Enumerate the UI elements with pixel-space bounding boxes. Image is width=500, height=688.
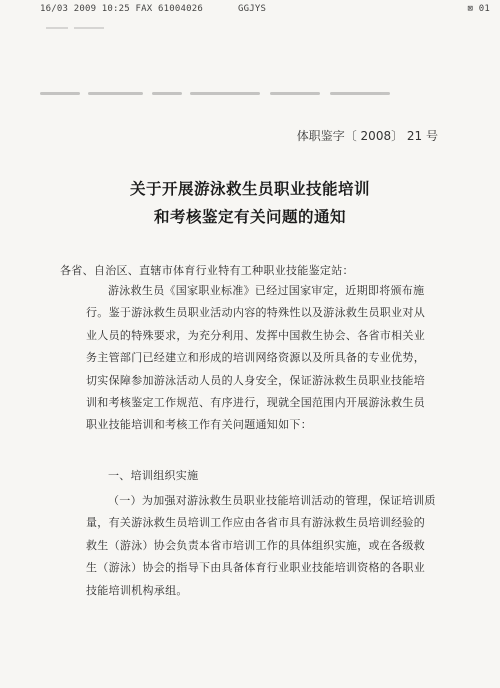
section-heading-1: 一、培训组织实施 — [108, 469, 199, 482]
body-paragraph-1: 游泳救生员《国家职业标准》已经过国家审定，近期即将颁布施行。鉴于游泳救生员职业活动内容的特殊性以及游泳救生员职业对从业人员的特殊要求，为充分利用、发挥中国救生协会、各省市相关业务主管部门已经建立和形成的培训网络资源以及所具备的专业优势，切实保障参加游泳活动人员的人身安全，保证游泳救生员职业技能培训和考核鉴定工作规范、有序进行，现就全国范围内开展游泳救生员职业技能培训和考核工作有关问题通知如下： — [86, 284, 425, 432]
salutation: 各省、自治区、直辖市体育行业特有工种职业技能鉴定站： — [60, 264, 354, 277]
document-number: 体职鉴字〔 2008〕 21 号 — [296, 129, 438, 143]
document-title-line-1: 关于开展游泳救生员职业技能培训 — [129, 179, 370, 198]
faint-scan-mark — [46, 24, 106, 32]
fax-page-number: ⊠ 01 — [467, 4, 490, 14]
document-title-line-2: 和考核鉴定有关问题的通知 — [153, 207, 346, 226]
fax-header — [40, 4, 490, 18]
body-paragraph-2: （一）为加强对游泳救生员职业技能培训活动的管理，保证培训质量，有关游泳救生员培训工作应由各省市具有游泳救生员培训经验的救生（游泳）协会负责本省市培训工作的具体组织实施，或在各级救生（游泳）协会的指导下由具备体育行业职业技能培训资格的各职业技能培训机构承组。 — [86, 494, 436, 597]
letterhead-smudge — [40, 88, 400, 102]
fax-sender-id: GGJYS — [238, 4, 267, 14]
fax-timestamp: 16/03 2009 10:25 FAX 61004026 — [40, 4, 203, 14]
